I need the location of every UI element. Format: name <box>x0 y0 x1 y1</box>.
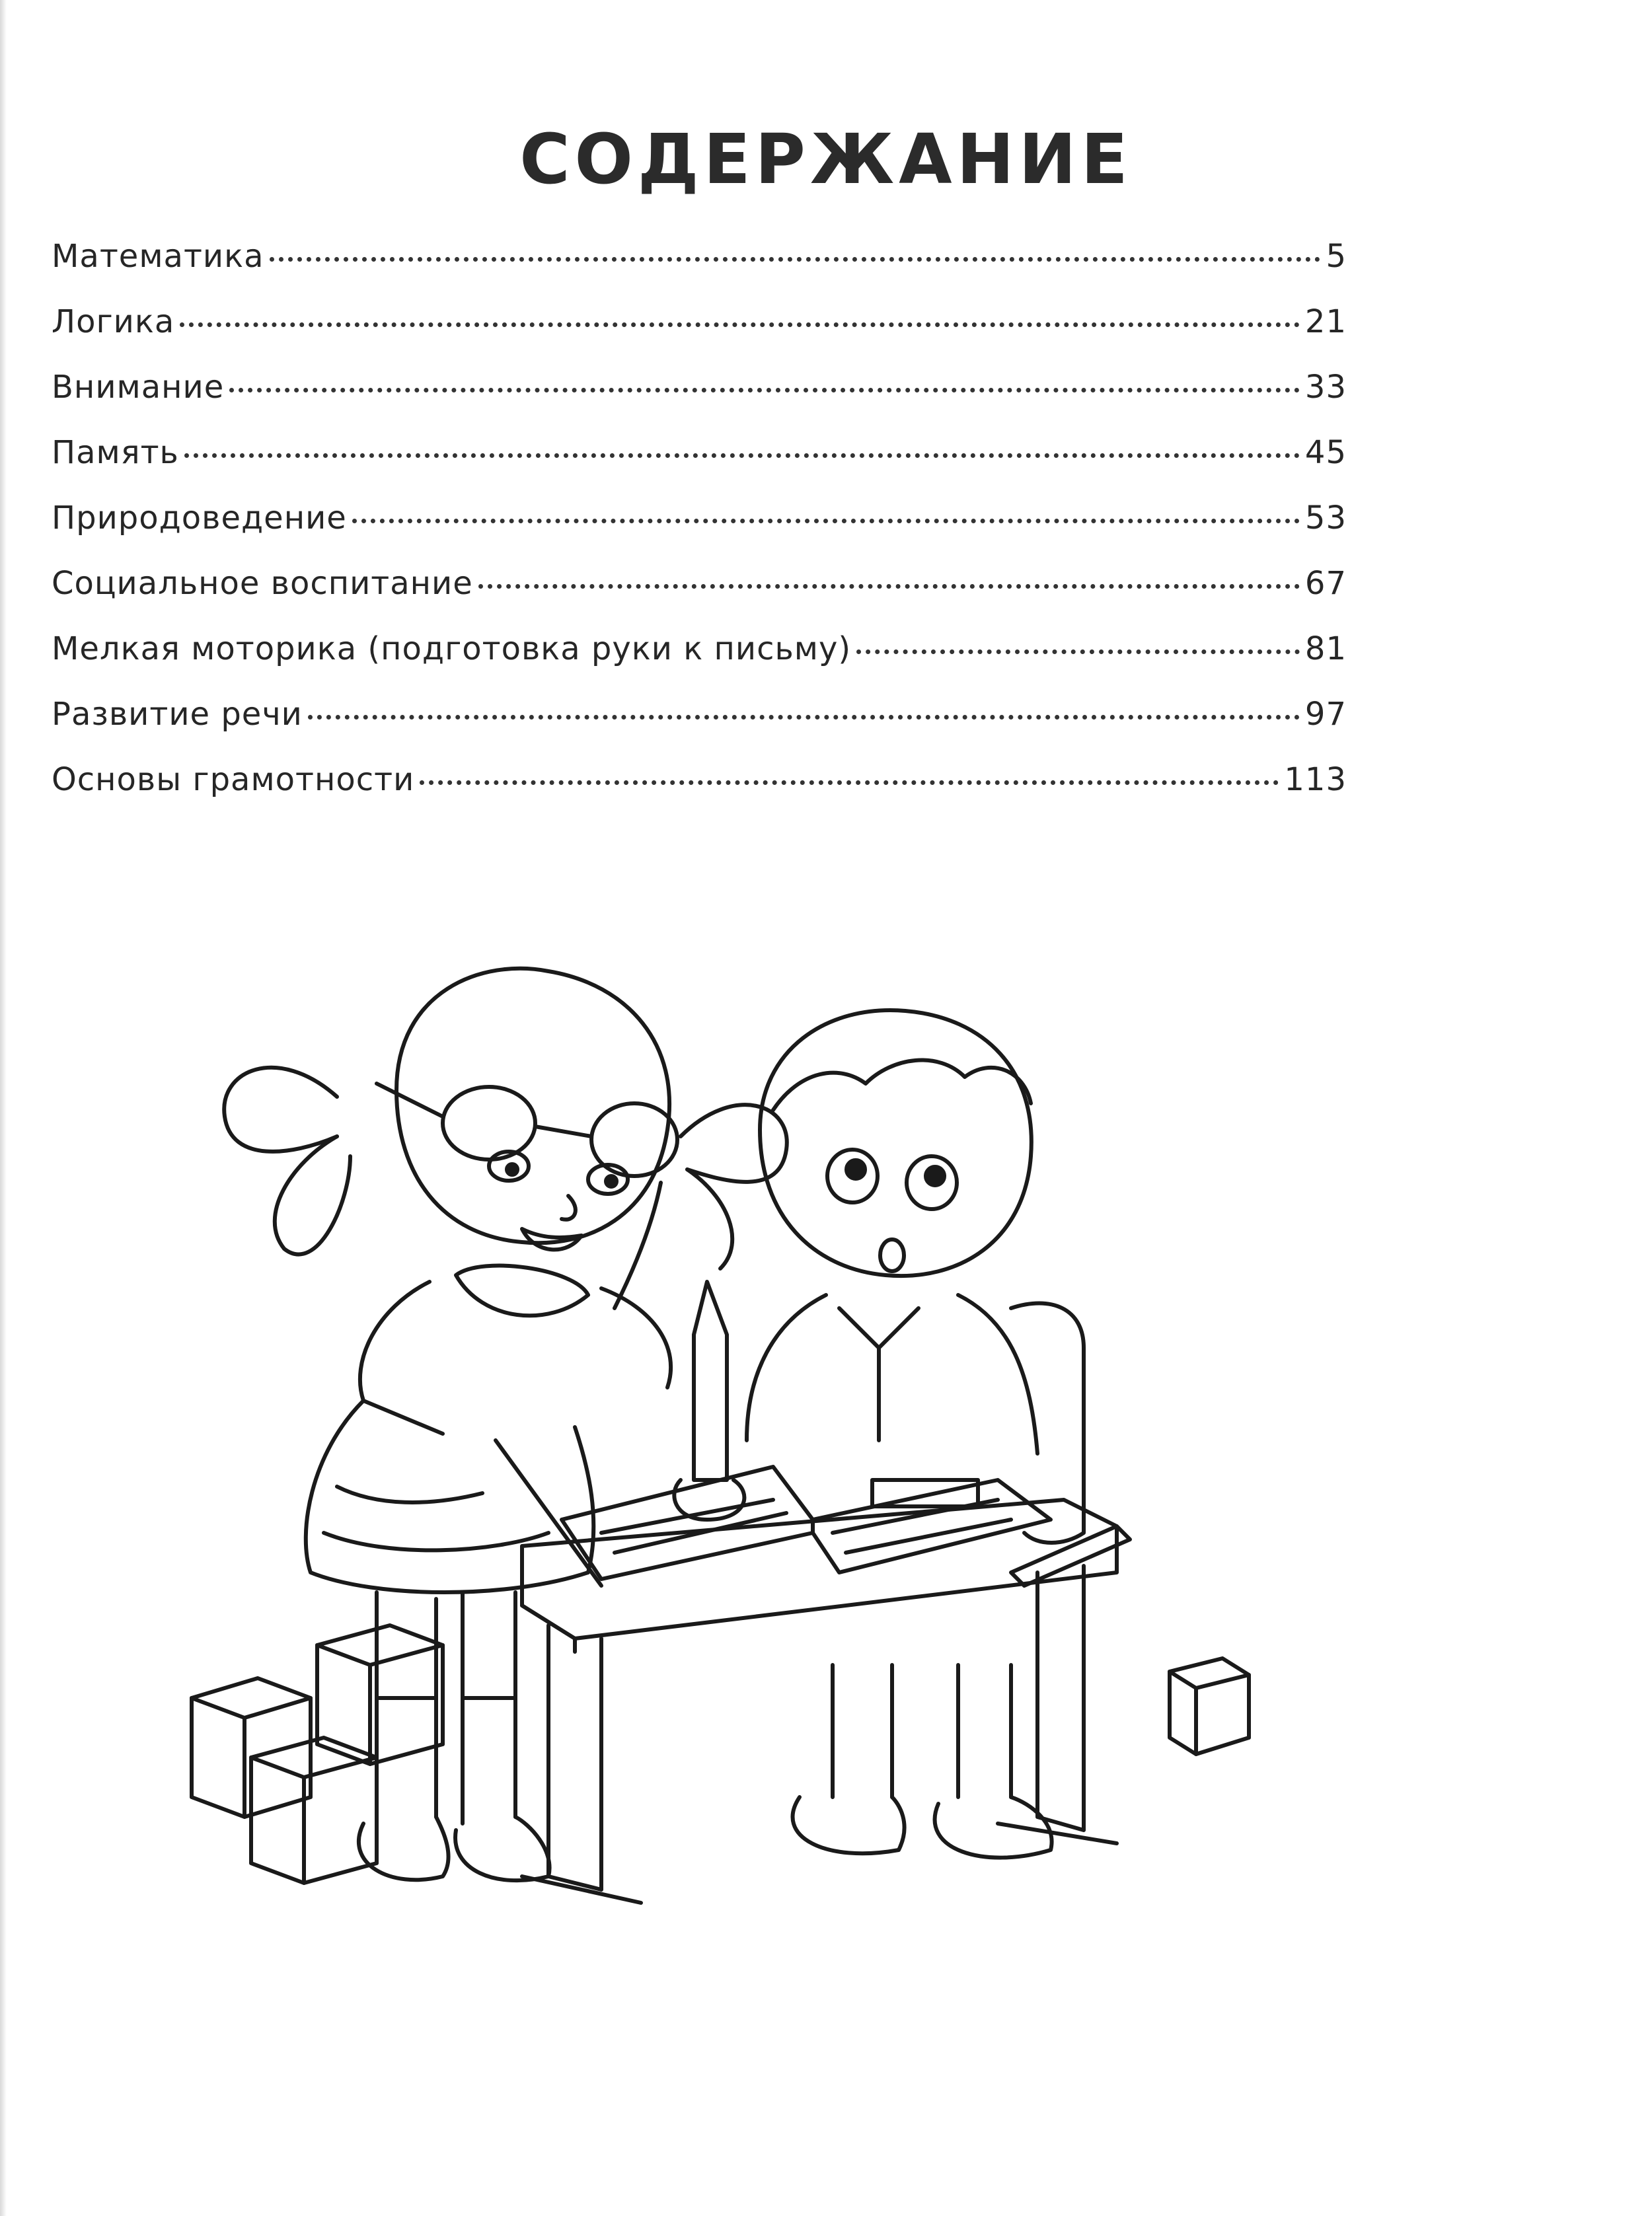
dot-leader <box>352 519 1300 523</box>
toc-item[interactable] <box>52 565 1347 630</box>
table-of-contents <box>52 238 1347 827</box>
toc-item-label: Мелкая моторика (подготовка руки к письму) <box>52 630 852 667</box>
toc-item[interactable] <box>52 761 1347 827</box>
toc-item[interactable] <box>52 630 1347 696</box>
toc-item[interactable] <box>52 434 1347 499</box>
toy-block-icon <box>1170 1658 1249 1754</box>
toc-item-label: Основы грамотности <box>52 761 415 798</box>
toc-item-label: Внимание <box>52 369 225 406</box>
dot-leader <box>180 322 1300 327</box>
toc-item-page: 5 <box>1326 238 1347 275</box>
toc-item[interactable] <box>52 238 1347 303</box>
toc-item-label: Социальное воспитание <box>52 565 473 602</box>
toc-item[interactable] <box>52 369 1347 434</box>
page-title: СОДЕРЖАНИЕ <box>519 118 1133 200</box>
toc-item[interactable] <box>52 303 1347 369</box>
page-edge-shadow <box>0 0 7 2216</box>
toc-item-label: Математика <box>52 238 264 275</box>
dot-leader <box>184 453 1300 458</box>
dot-leader <box>308 715 1300 720</box>
toc-item[interactable] <box>52 499 1347 565</box>
toc-item-label: Развитие речи <box>52 696 303 733</box>
children-at-desk-illustration-icon <box>178 938 1269 2009</box>
dot-leader <box>478 584 1300 589</box>
dot-leader <box>856 649 1300 654</box>
toc-item-page: 21 <box>1304 303 1347 340</box>
toc-item-page: 53 <box>1304 499 1347 536</box>
toc-item-label: Природоведение <box>52 499 347 536</box>
toc-item-page: 113 <box>1284 761 1347 798</box>
toc-item-page: 67 <box>1304 565 1347 602</box>
toc-item[interactable] <box>52 696 1347 761</box>
toc-item-page: 81 <box>1304 630 1347 667</box>
dot-leader <box>270 257 1321 262</box>
boy-figure-icon <box>674 1010 1084 1858</box>
toc-item-page: 45 <box>1304 434 1347 471</box>
dot-leader <box>229 388 1300 392</box>
toc-item-page: 33 <box>1304 369 1347 406</box>
toc-item-page: 97 <box>1304 696 1347 733</box>
toc-item-label: Память <box>52 434 179 471</box>
dot-leader <box>420 780 1279 785</box>
school-desk-icon <box>522 1467 1130 1903</box>
toc-item-label: Логика <box>52 303 175 340</box>
